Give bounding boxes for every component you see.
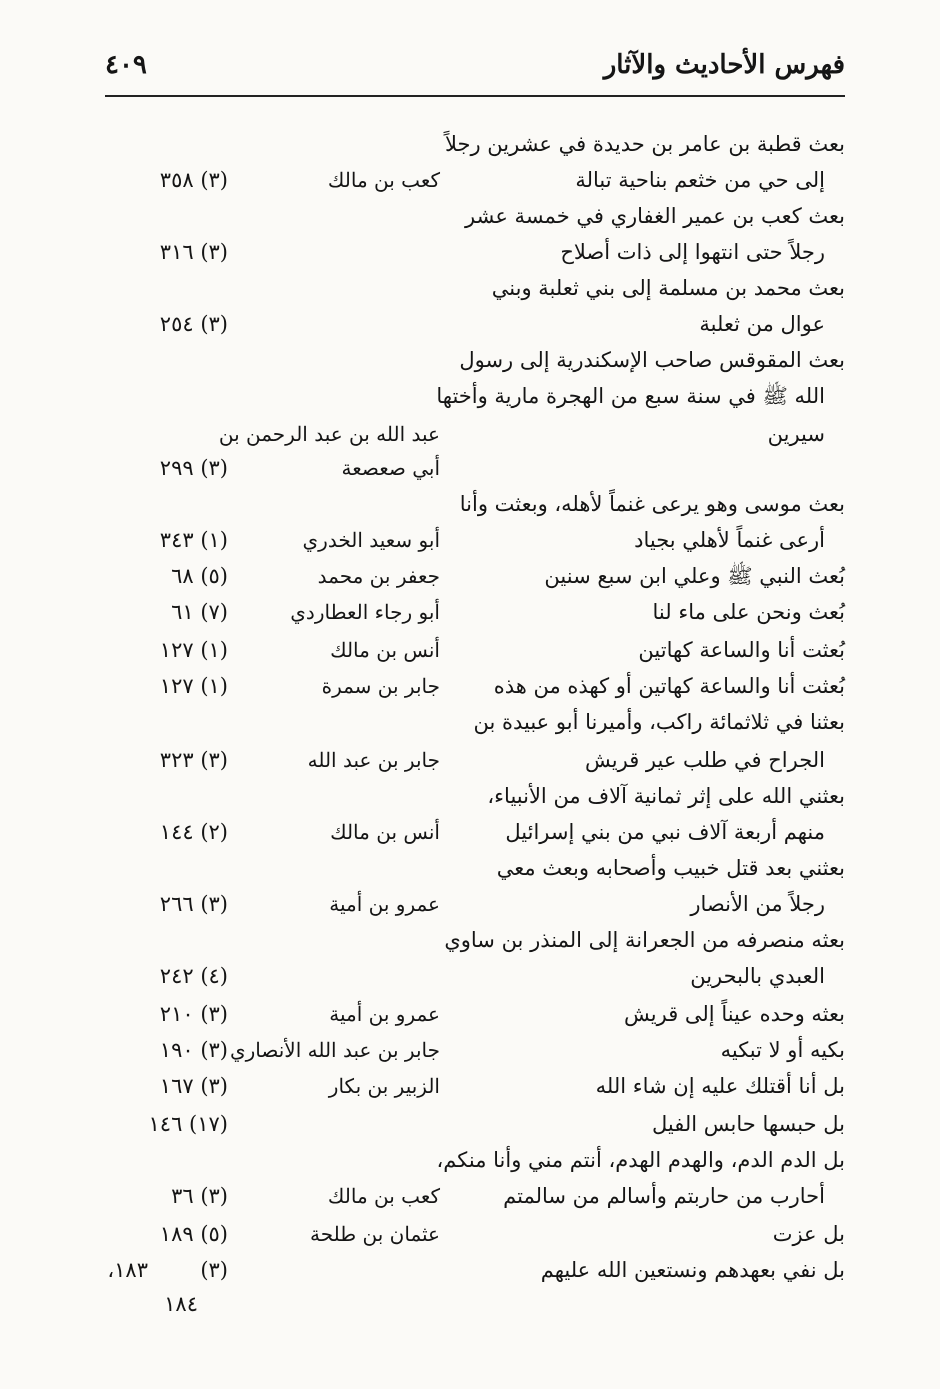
narrator-name: جابر بن سمرة xyxy=(321,674,440,698)
narrator-name: كعب بن مالك xyxy=(327,1184,440,1208)
hadith-line: الله ﷺ في سنة سبع من الهجرة مارية وأختها xyxy=(436,384,825,408)
hadith-line: سيرين xyxy=(767,422,825,446)
hadith-line: بل نفي بعهدهم ونستعين الله عليهم xyxy=(540,1258,845,1282)
narrator-name: عمرو بن أمية xyxy=(329,1002,440,1026)
narrator-name: عمرو بن أمية xyxy=(329,892,440,916)
volume-page-ref: (٣) ٣٦ xyxy=(171,1184,228,1208)
narrator-name: أنس بن مالك xyxy=(330,638,440,662)
hadith-line: بُعثت أنا والساعة كهاتين أو كهذه من هذه xyxy=(493,674,845,698)
hadith-line: بُعث ونحن على ماء لنا xyxy=(652,600,845,624)
hadith-line: أرعى غنماً لأهلي بجياد xyxy=(634,528,825,552)
volume-page-ref: ١٨٤ xyxy=(164,1292,198,1316)
volume-page-ref: (٣) ٢٥٤ xyxy=(159,312,228,336)
hadith-line: أحارب من حاربتم وأسالم من سالمتم xyxy=(503,1184,825,1208)
hadith-line: بُعثت أنا والساعة كهاتين xyxy=(638,638,845,662)
hadith-line: العبدي بالبحرين xyxy=(690,964,825,988)
narrator-name: أبو رجاء العطاردي xyxy=(290,600,440,624)
narrator-name: أبو سعيد الخدري xyxy=(302,528,440,552)
hadith-line: بُعث النبي ﷺ وعلي ابن سبع سنين xyxy=(544,564,845,588)
hadith-line: عوال من ثعلبة xyxy=(699,312,825,336)
hadith-line: بعثه منصرفه من الجعرانة إلى المنذر بن ساوي xyxy=(444,928,845,952)
volume-page-ref: ١٨٣، xyxy=(107,1258,148,1282)
hadith-line: رجلاً من الأنصار xyxy=(690,892,825,916)
volume-page-ref: (٤) ٢٤٢ xyxy=(159,964,228,988)
volume-page-ref: (٧) ٦١ xyxy=(171,600,228,624)
volume-page-ref: (١) ٣٤٣ xyxy=(159,528,228,552)
hadith-line: بل أنا أقتلك عليه إن شاء الله xyxy=(595,1074,845,1098)
hadith-line: الجراح في طلب عير قريش xyxy=(585,748,825,772)
hadith-line: رجلاً حتى انتهوا إلى ذات أصلاح xyxy=(560,240,825,264)
narrator-name: جعفر بن محمد xyxy=(317,564,440,588)
hadith-line: بعث المقوقس صاحب الإسكندرية إلى رسول xyxy=(459,348,845,372)
volume-page-ref: (٣) ٣٢٣ xyxy=(159,748,228,772)
hadith-line: بعثه وحده عيناً إلى قريش xyxy=(623,1002,845,1026)
hadith-line: بل حبسها حابس الفيل xyxy=(652,1112,845,1136)
hadith-line: بل الدم الدم، والهدم الهدم، أنتم مني وأنا منكم، xyxy=(436,1148,845,1172)
volume-page-ref: (١) ١٢٧ xyxy=(159,638,228,662)
hadith-line: بعث قطبة بن عامر بن حديدة في عشرين رجلاً xyxy=(444,132,845,156)
narrator-name: أنس بن مالك xyxy=(330,820,440,844)
page-number: ٤٠٩ xyxy=(105,50,147,80)
hadith-line: بكيه أو لا تبكيه xyxy=(720,1038,845,1062)
volume-page-ref: (٣) xyxy=(200,1258,228,1282)
narrator-name: أبي صعصعة xyxy=(341,456,440,480)
volume-page-ref: (١) ١٢٧ xyxy=(159,674,228,698)
volume-page-ref: (١٧) ١٤٦ xyxy=(148,1112,228,1136)
narrator-name: عثمان بن طلحة xyxy=(310,1222,440,1246)
volume-page-ref: (٣) ٣٥٨ xyxy=(159,168,228,192)
hadith-line: إلى حي من خثعم بناحية تبالة xyxy=(575,168,825,192)
hadith-line: منهم أربعة آلاف نبي من بني إسرائيل xyxy=(505,820,825,844)
volume-page-ref: (٣) ١٩٠ xyxy=(159,1038,228,1062)
hadith-line: بعث محمد بن مسلمة إلى بني ثعلبة وبني xyxy=(491,276,845,300)
hadith-line: بعثني بعد قتل خبيب وأصحابه وبعث معي xyxy=(496,856,845,880)
hadith-line: بل عزت xyxy=(772,1222,845,1246)
volume-page-ref: (٣) ٢٩٩ xyxy=(159,456,228,480)
narrator-name: جابر بن عبد الله الأنصاري xyxy=(229,1038,440,1062)
narrator-name: عبد الله بن عبد الرحمن بن xyxy=(218,422,440,446)
hadith-line: بعثنا في ثلاثمائة راكب، وأميرنا أبو عبيدة بن xyxy=(473,710,845,734)
hadith-line: بعث موسى وهو يرعى غنماً لأهله، وبعثت وأنا xyxy=(459,492,845,516)
volume-page-ref: (٣) ٢٦٦ xyxy=(159,892,228,916)
volume-page-ref: (٢) ١٤٤ xyxy=(159,820,228,844)
narrator-name: جابر بن عبد الله xyxy=(307,748,440,772)
running-title: فهرس الأحاديث والآثار xyxy=(603,50,845,80)
narrator-name: الزبير بن بكار xyxy=(328,1074,440,1098)
volume-page-ref: (٣) ٢١٠ xyxy=(159,1002,228,1026)
volume-page-ref: (٥) ١٨٩ xyxy=(159,1222,228,1246)
volume-page-ref: (٥) ٦٨ xyxy=(171,564,228,588)
narrator-name: كعب بن مالك xyxy=(327,168,440,192)
volume-page-ref: (٣) ١٦٧ xyxy=(159,1074,228,1098)
hadith-line: بعث كعب بن عمير الغفاري في خمسة عشر xyxy=(465,204,845,228)
hadith-line: بعثني الله على إثر ثمانية آلاف من الأنبياء، xyxy=(487,784,845,808)
volume-page-ref: (٣) ٣١٦ xyxy=(159,240,228,264)
